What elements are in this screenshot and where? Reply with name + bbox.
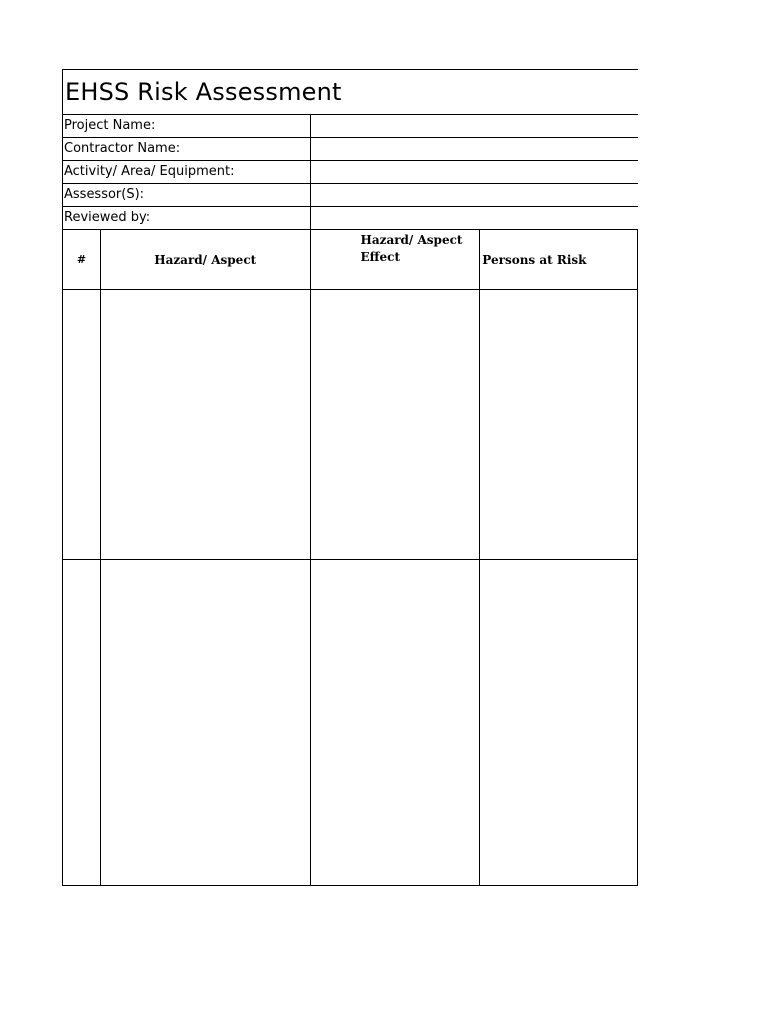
table-header-row <box>63 230 638 290</box>
contractor-name-label: Contractor Name: <box>63 138 311 160</box>
contractor-name-field[interactable] <box>311 138 638 160</box>
page-title: EHSS Risk Assessment <box>65 78 342 106</box>
effect-header-line2: Effect <box>360 250 400 264</box>
hazard-header-text: Hazard/ Aspect <box>154 252 257 267</box>
table-row <box>63 560 638 886</box>
column-header-persons <box>480 230 638 289</box>
info-row-activity <box>62 161 638 184</box>
activity-area-equipment-field[interactable] <box>311 161 638 183</box>
table-cell-number[interactable] <box>63 560 101 885</box>
info-row-assessor <box>62 184 638 207</box>
assessment-table <box>62 230 638 886</box>
info-row-contractor <box>62 138 638 161</box>
effect-header-line1: Hazard/ Aspect <box>360 233 463 247</box>
project-name-field[interactable] <box>311 115 638 137</box>
activity-area-equipment-label: Activity/ Area/ Equipment: <box>63 161 311 183</box>
table-cell-effect[interactable] <box>311 290 481 559</box>
column-header-number <box>63 230 101 289</box>
info-row-reviewed <box>62 207 638 230</box>
table-cell-hazard[interactable] <box>101 290 311 559</box>
table-cell-effect[interactable] <box>311 560 481 885</box>
reviewed-by-field[interactable] <box>311 207 638 229</box>
assessor-field[interactable] <box>311 184 638 206</box>
column-header-effect <box>311 230 481 289</box>
persons-header-text: Persons at Risk <box>482 252 587 267</box>
reviewed-by-label: Reviewed by: <box>63 207 311 229</box>
table-row <box>63 290 638 560</box>
table-cell-persons[interactable] <box>480 290 638 559</box>
risk-assessment-sheet <box>62 69 638 886</box>
table-cell-hazard[interactable] <box>101 560 311 885</box>
project-name-label: Project Name: <box>63 115 311 137</box>
title-row <box>62 69 638 115</box>
column-header-hazard <box>101 230 311 289</box>
assessor-label: Assessor(S): <box>63 184 311 206</box>
table-cell-persons[interactable] <box>480 560 638 885</box>
number-header-text: # <box>76 253 87 266</box>
table-cell-number[interactable] <box>63 290 101 559</box>
info-row-project <box>62 115 638 138</box>
